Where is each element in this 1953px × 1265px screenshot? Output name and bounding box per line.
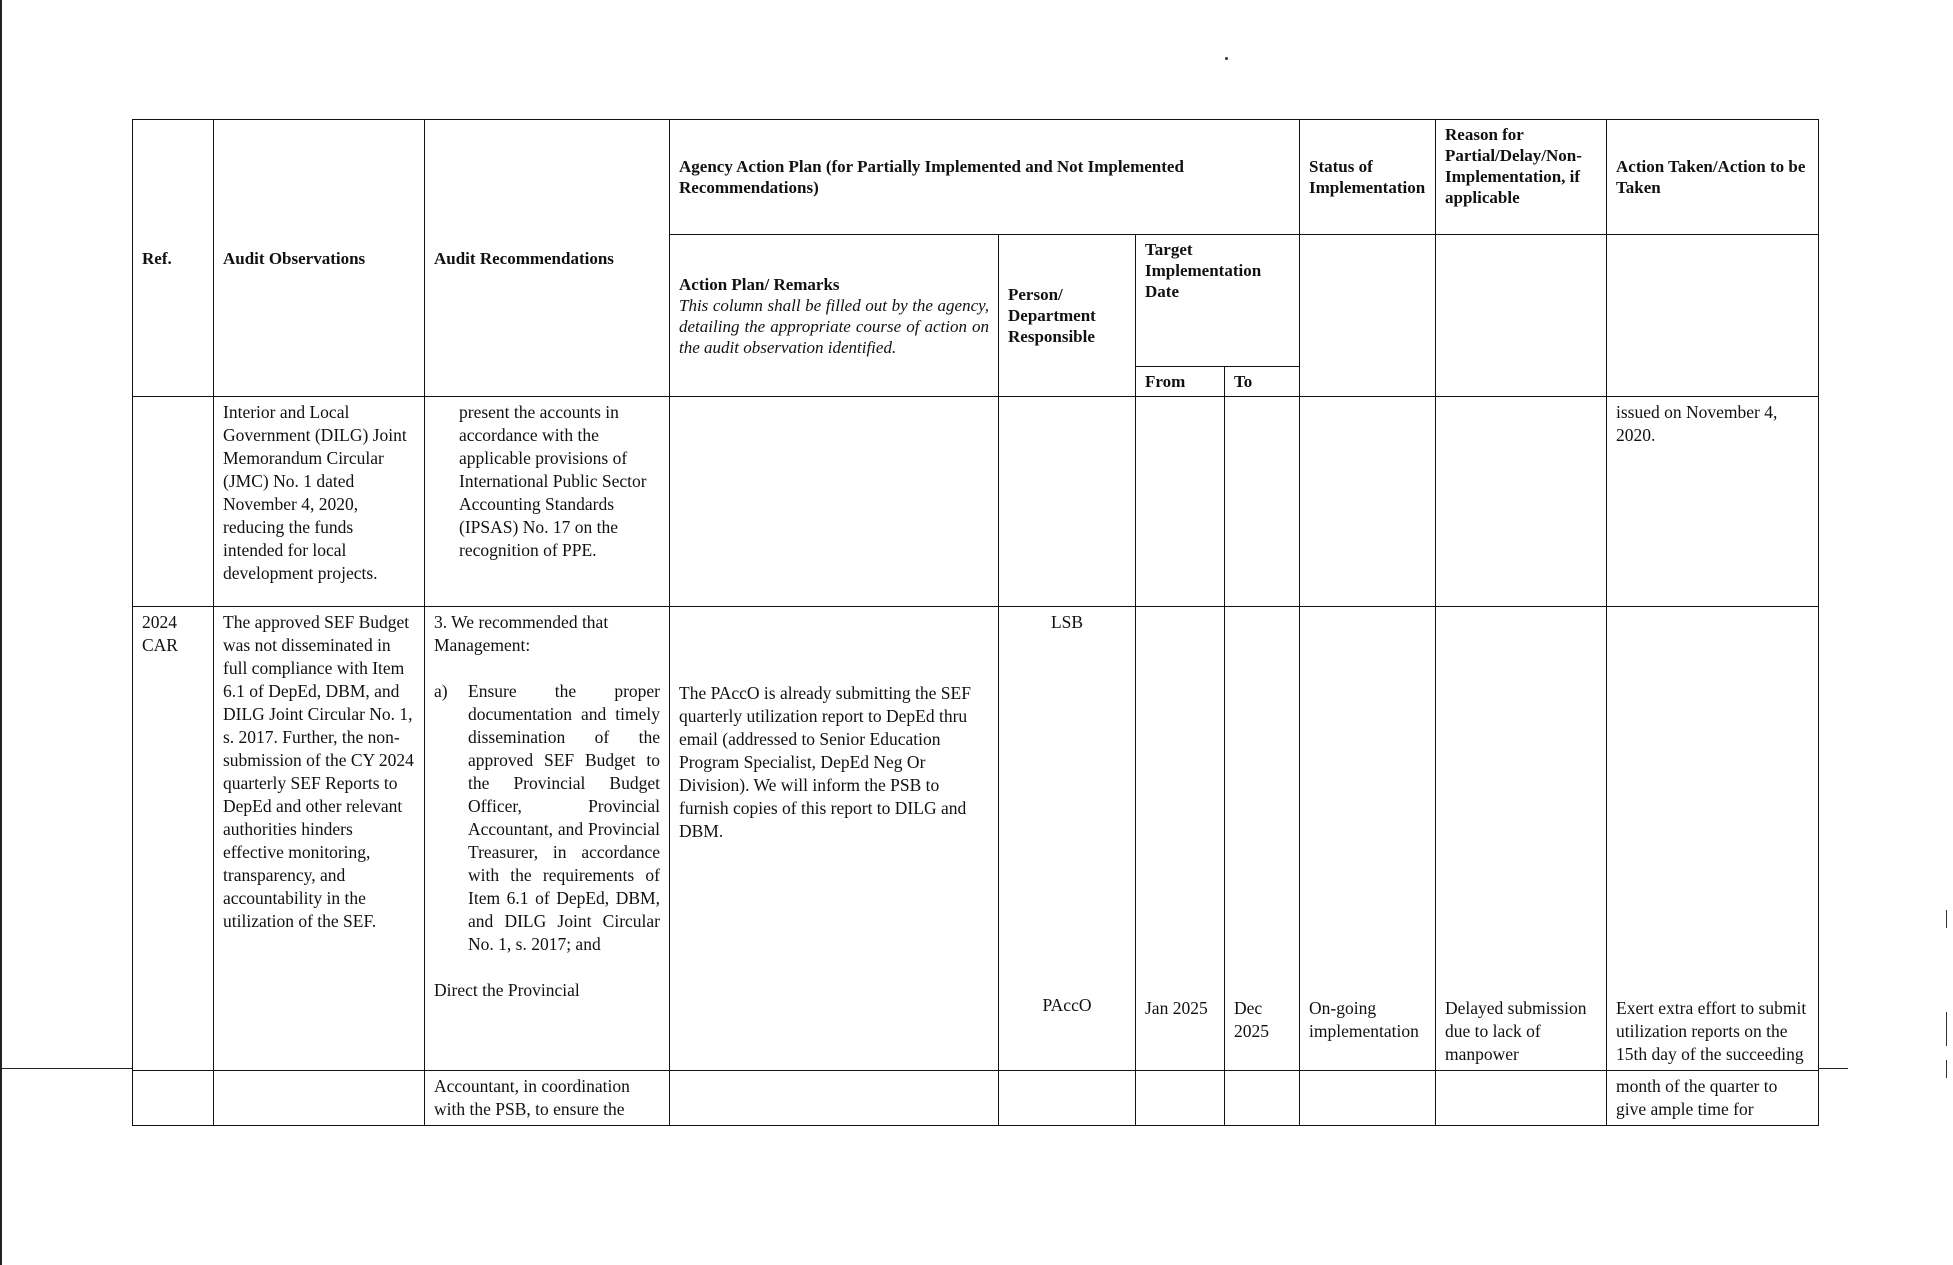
cell-observation: Interior and Local Government (DILG) Joint Memorandum Circular (JMC) No. 1 dated November 4, 2020, reducing the funds intended for local development projects.	[214, 397, 425, 607]
recommendation-item-a-text: Ensure the proper documentation and timely dissemination of the approved SEF Budget to the Provincial Budget Officer, Provincial Accountant, and Provincial Treasurer, in accordance with the requirements of Item 6.1 of DepEd, DBM, and DILG Joint Circular No. 1, s. 2017; and	[468, 681, 660, 954]
header-target-date: Target Implementation Date	[1136, 235, 1300, 367]
cell-action-plan	[670, 397, 999, 607]
scan-mark	[1946, 910, 1947, 928]
recommendation-item-a	[434, 680, 660, 956]
header-action-plan-remarks	[670, 235, 999, 397]
cell-ref	[133, 397, 214, 607]
header-status-blank	[1300, 235, 1436, 397]
header-agency-action-plan: Agency Action Plan (for Partially Implemented and Not Implemented Recommendations)	[670, 120, 1300, 235]
cell-from	[1136, 1071, 1225, 1126]
action-plan-remarks-note: This column shall be filled out by the agency, detailing the appropriate course of action on the audit observation identified.	[679, 295, 989, 357]
header-to: To	[1225, 367, 1300, 397]
cell-action-taken: issued on November 4, 2020.	[1607, 397, 1819, 607]
cell-recommendation: present the accounts in accordance with the applicable provisions of International Public Sector Accounting Standards (IPSAS) No. 17 on the recognition of PPE.	[425, 397, 670, 607]
header-ref: Ref.	[133, 120, 214, 397]
cell-action-plan	[670, 1071, 999, 1126]
cell-to	[1225, 1071, 1300, 1126]
table-row	[133, 1071, 1819, 1126]
cell-person	[999, 397, 1136, 607]
scan-rule-left	[0, 1068, 132, 1069]
recommendation-item-b-start: Direct the Provincial	[434, 980, 580, 1000]
table-row	[133, 607, 1819, 1071]
header-reason: Reason for Partial/Delay/Non-Implementation, if applicable	[1436, 120, 1607, 235]
cell-observation: The approved SEF Budget was not disseminated in full compliance with Item 6.1 of DepEd, DBM, and DILG Joint Circular No. 1, s. 2017. Further, the non-submission of the CY 2024 quarterly SEF Reports to DepEd and other relevant authorities hinders effective monitoring, transparency, and accountability in the utilization of the SEF.	[214, 607, 425, 1071]
cell-status	[1300, 1071, 1436, 1126]
cell-ref: 2024 CAR	[133, 607, 214, 1071]
cell-action-taken: month of the quarter to give ample time for	[1607, 1071, 1819, 1126]
recommendation-item-a-label: a)	[434, 681, 448, 701]
cell-observation	[214, 1071, 425, 1126]
cell-status: On-going implementation	[1300, 607, 1436, 1071]
cell-person	[999, 607, 1136, 1071]
header-reason-blank	[1436, 235, 1607, 397]
audit-action-plan-table	[132, 119, 1819, 1126]
header-audit-recommendations: Audit Recommendations	[425, 120, 670, 397]
cell-reason	[1436, 1071, 1607, 1126]
recommendation-intro: 3. We recommended that Management:	[434, 612, 609, 655]
cell-action-plan: The PAccO is already submitting the SEF quarterly utilization report to DepEd thru email (addressed to Senior Education Program Specialist, DepEd Neg Or Division). We will inform the PSB to furnish copies of this report to DILG and DBM.	[670, 607, 999, 1071]
cell-reason: Delayed submission due to lack of manpower	[1436, 607, 1607, 1071]
scan-dot	[1225, 57, 1228, 60]
table-row	[133, 397, 1819, 607]
cell-ref	[133, 1071, 214, 1126]
person-bottom: PAccO	[1042, 995, 1092, 1015]
action-plan-remarks-title: Action Plan/ Remarks	[679, 274, 840, 294]
cell-from: Jan 2025	[1136, 607, 1225, 1071]
header-from: From	[1136, 367, 1225, 397]
scan-mark	[1946, 1012, 1947, 1046]
header-audit-observations: Audit Observations	[214, 120, 425, 397]
header-status: Status of Implementation	[1300, 120, 1436, 235]
cell-to	[1225, 397, 1300, 607]
cell-status	[1300, 397, 1436, 607]
header-person-responsible: Person/ Department Responsible	[999, 235, 1136, 397]
cell-reason	[1436, 397, 1607, 607]
scan-mark	[1946, 1060, 1947, 1078]
header-action-blank	[1607, 235, 1819, 397]
cell-from	[1136, 397, 1225, 607]
scan-rule-right	[1818, 1068, 1848, 1069]
person-top: LSB	[1050, 612, 1084, 632]
cell-recommendation	[425, 607, 670, 1071]
cell-person	[999, 1071, 1136, 1126]
header-action-taken: Action Taken/Action to be Taken	[1607, 120, 1819, 235]
cell-action-taken: Exert extra effort to submit utilization reports on the 15th day of the succeeding	[1607, 607, 1819, 1071]
page-left-edge	[0, 0, 2, 1265]
cell-to: Dec 2025	[1225, 607, 1300, 1071]
cell-recommendation: Accountant, in coordination with the PSB, to ensure the	[425, 1071, 670, 1126]
